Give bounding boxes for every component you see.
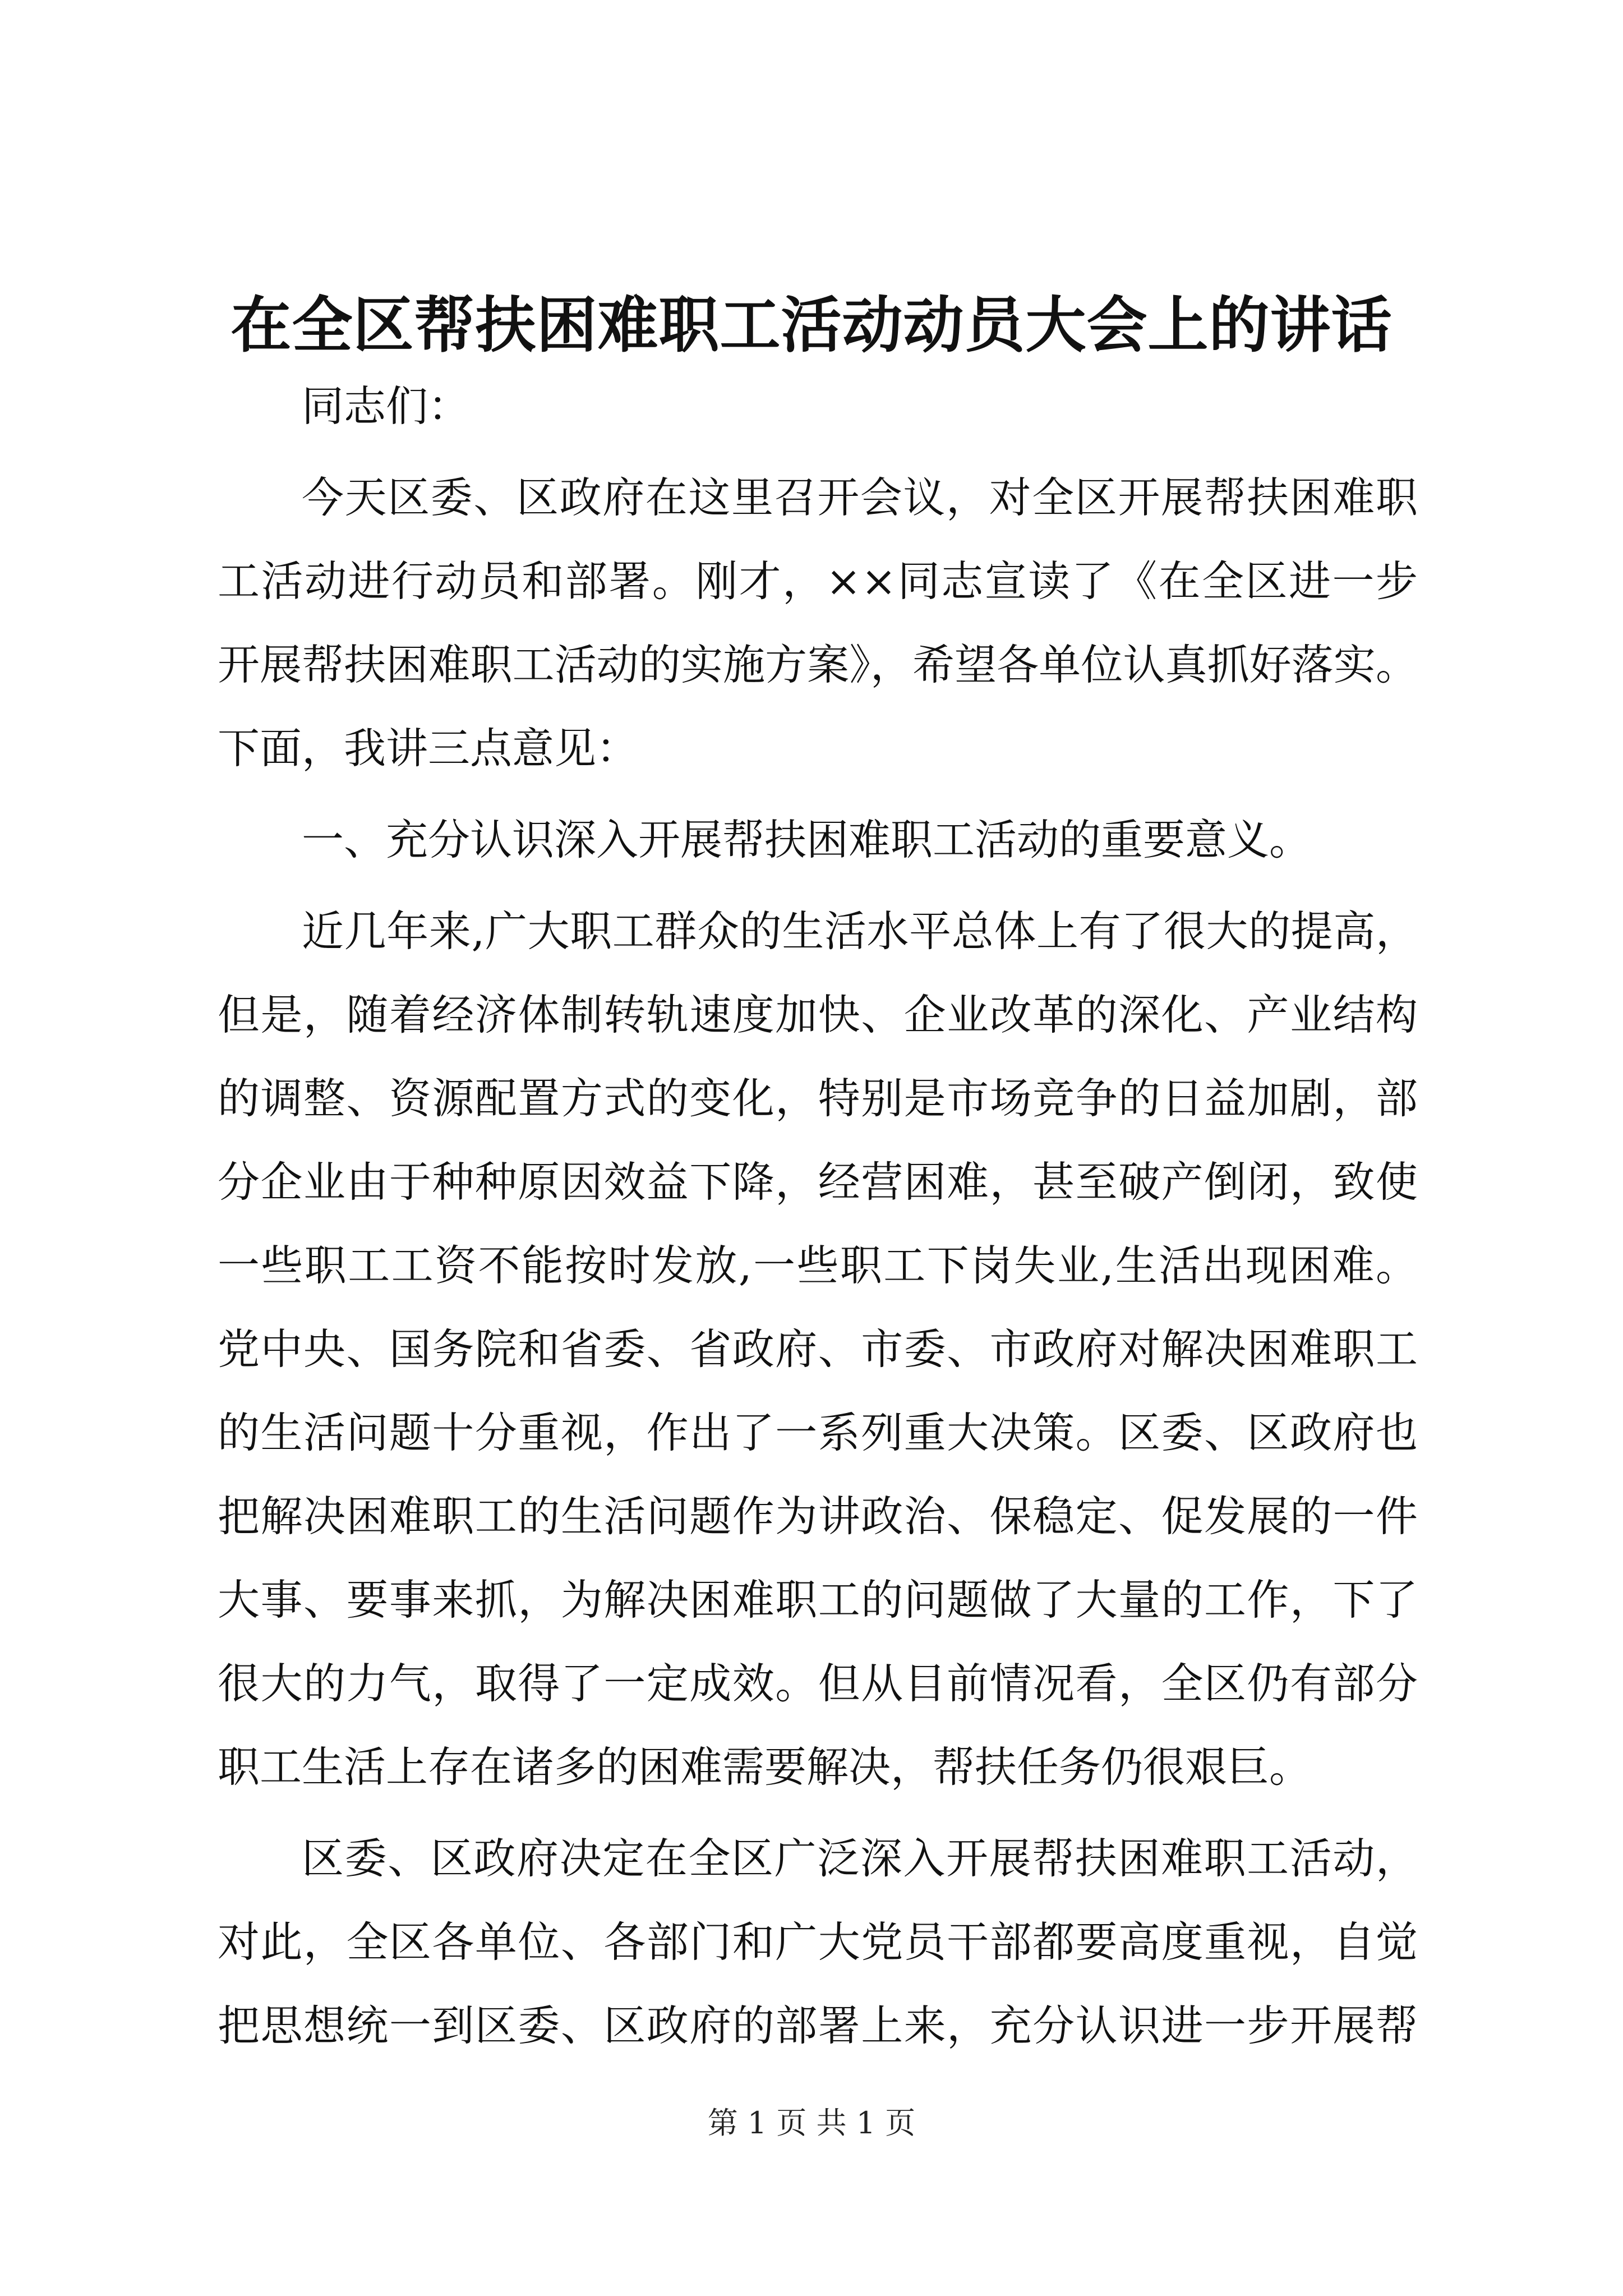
text-line: 很大的力气，取得了一定成效。但从目前情况看，全区仍有部分 <box>218 1659 1418 1708</box>
text-line: 大事、要事来抓，为解决困难职工的问题做了大量的工作，下了 <box>218 1575 1418 1625</box>
text-line: 工活动进行动员和部署。刚才，××同志宣读了《在全区进一步 <box>218 556 1418 606</box>
page-footer: 第 1 页 共 1 页 <box>707 2105 916 2141</box>
paragraph-background <box>218 890 1418 1809</box>
text-line: 今天区委、区政府在这里召开会议，对全区开展帮扶困难职 <box>302 473 1418 522</box>
text-line: 一、充分认识深入开展帮扶困难职工活动的重要意义。 <box>302 815 1312 864</box>
paragraph-opening <box>218 456 1418 790</box>
text-line: 区委、区政府决定在全区广泛深入开展帮扶困难职工活动， <box>302 1834 1418 1883</box>
document-body <box>218 365 1418 2068</box>
text-line: 对此，全区各单位、各部门和广大党员干部都要高度重视，自觉 <box>218 1917 1418 1967</box>
text-line: 但是，随着经济体制转轨速度加快、企业改革的深化、产业结构 <box>218 990 1418 1039</box>
paragraph-decision <box>218 1817 1418 2068</box>
text-line: 一些职工工资不能按时发放,一些职工下岗失业,生活出现困难。 <box>218 1241 1418 1290</box>
text-line: 开展帮扶困难职工活动的实施方案》，希望各单位认真抓好落实。 <box>218 640 1418 689</box>
text-line: 近几年来,广大职工群众的生活水平总体上有了很大的提高， <box>302 907 1418 956</box>
text-line: 的调整、资源配置方式的变化，特别是市场竞争的日益加剧，部 <box>218 1074 1418 1123</box>
text-line: 同志们： <box>302 381 471 431</box>
paragraph-salutation <box>218 365 1418 448</box>
text-line: 职工生活上存在诸多的困难需要解决，帮扶任务仍很艰巨。 <box>218 1742 1312 1792</box>
text-line: 下面，我讲三点意见： <box>218 724 639 773</box>
text-line: 把解决困难职工的生活问题作为讲政治、保稳定、促发展的一件 <box>218 1492 1418 1541</box>
text-line: 分企业由于种种原因效益下降，经营困难，甚至破产倒闭，致使 <box>218 1157 1418 1207</box>
section-heading-1 <box>218 798 1418 882</box>
document-title: 在全区帮扶困难职工活动动员大会上的讲话 <box>230 290 1393 361</box>
text-line: 党中央、国务院和省委、省政府、市委、市政府对解决困难职工 <box>218 1324 1418 1374</box>
text-line: 的生活问题十分重视，作出了一系列重大决策。区委、区政府也 <box>218 1408 1418 1457</box>
text-line: 把思想统一到区委、区政府的部署上来，充分认识进一步开展帮 <box>218 2001 1418 2050</box>
